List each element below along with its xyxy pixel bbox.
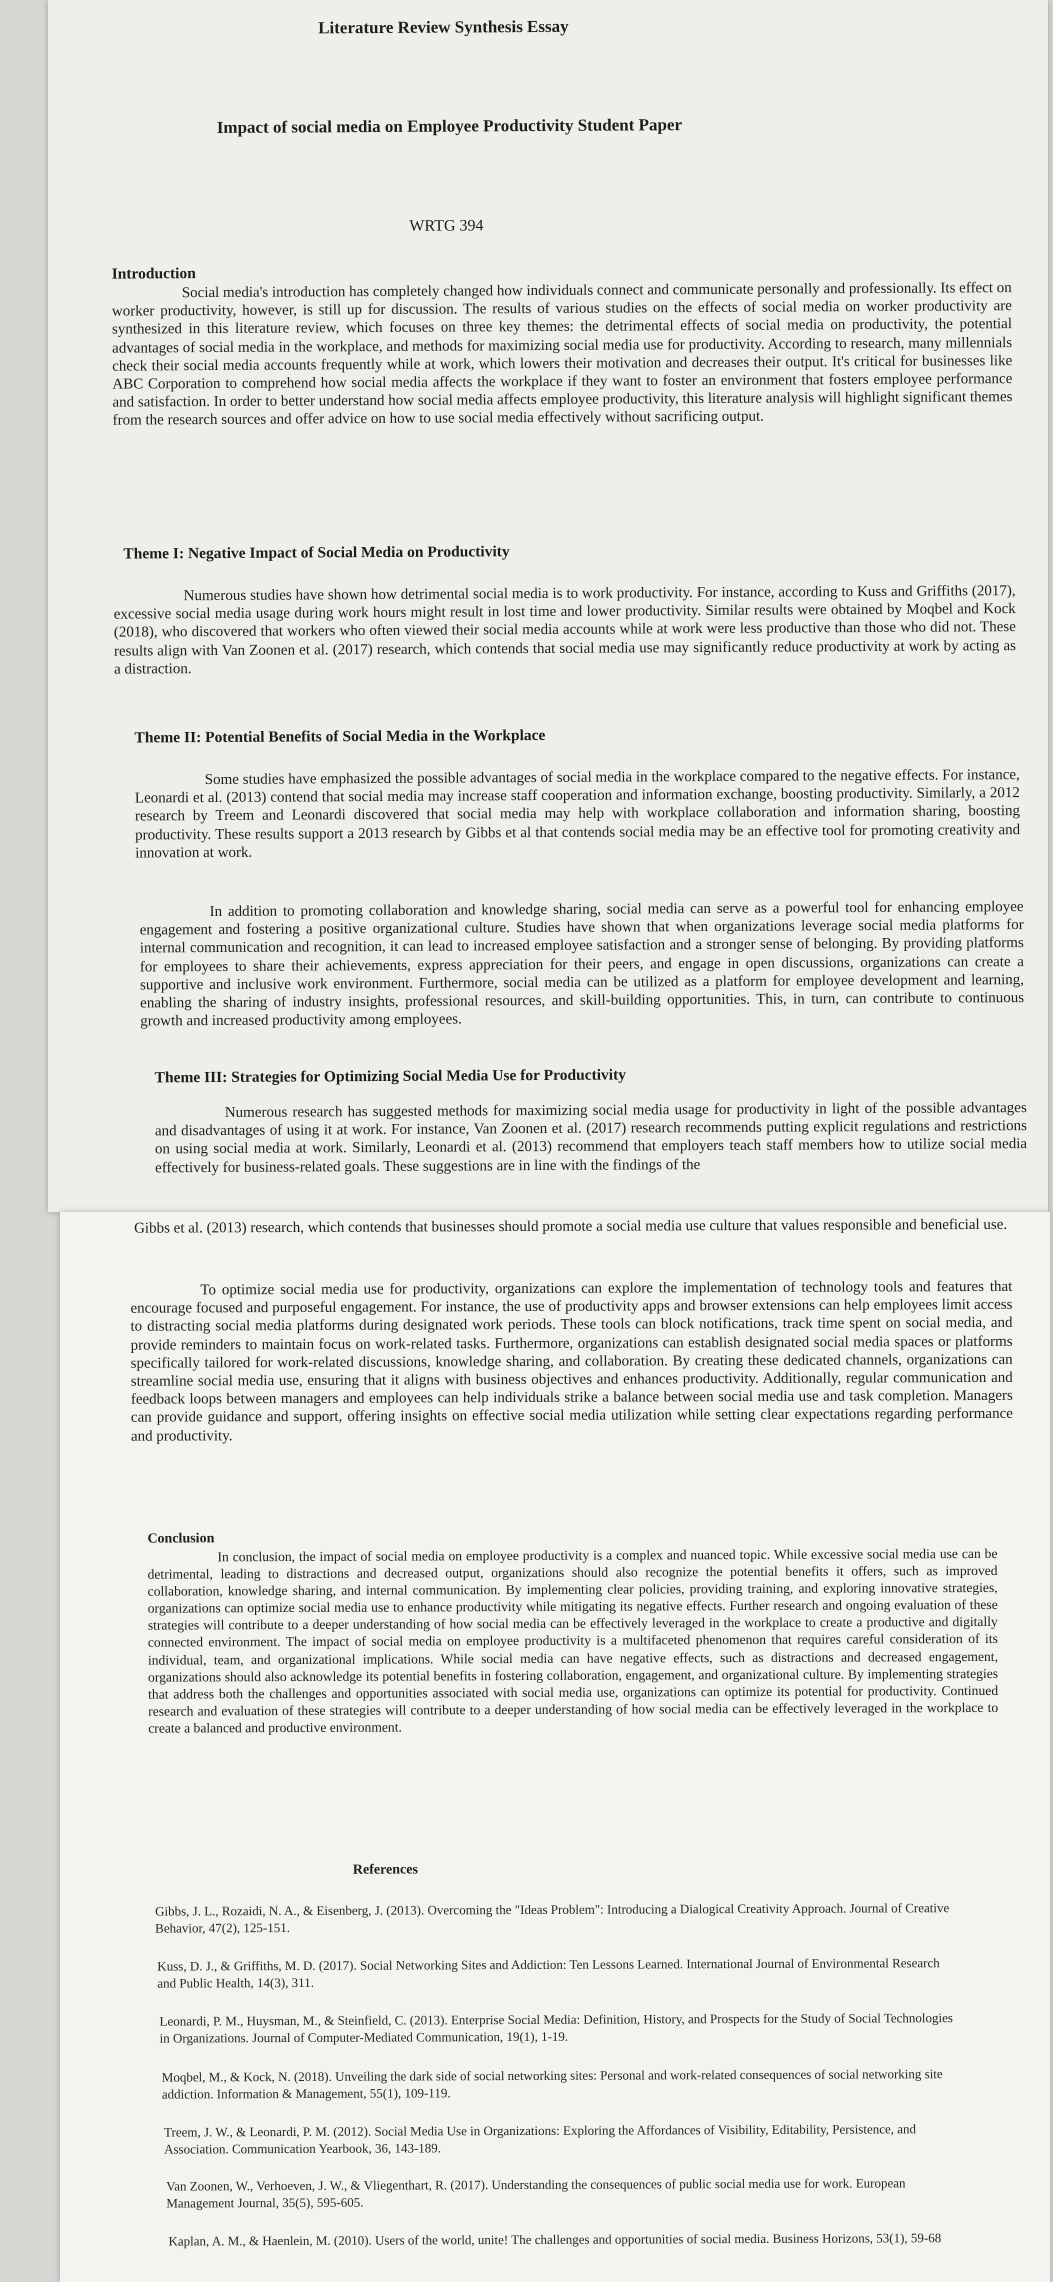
reference-item: Moqbel, M., & Kock, N. (2018). Unveiling the dark side of social networking sites: Personal and work-related consequences of social networking site addiction. Information & Management, 55(1), 109-119. bbox=[161, 2066, 943, 2102]
conclusion-paragraph: In conclusion, the impact of social media on employee productivity is a complex and nuanced topic. While excessive social media use can be detrimental, leading to distractions and decreased output, organizations should also recognize the potential benefits it offers, such as improved collaboration, knowledge sharing, and internal communication. By implementing clear policies, providing training, and exploring innovative strategies, organizations can optimize social media use to enhance productivity while mitigating its negative effects. Further research and ongoing evaluation of these strategies will contribute to a deeper understanding of how social media can be effectively leveraged in the workplace to create a productive and digitally connected environment. The impact of social media on employee productivity is a multifaceted phenomenon that requires careful consideration of its individual, team, and organizational implications. While social media can have negative effects, such as distractions and decreased engagement, organizations should also acknowledge its potential benefits in fostering collaboration, engagement, and organizational culture. By implementing strategies that address both the challenges and opportunities associated with social media use, organizations can optimize its potential for productivity. Continued research and evaluation of these strategies will contribute to a deeper understanding of how social media can be effectively leveraged in the workplace to create a balanced and productive environment. bbox=[147, 1545, 999, 1736]
conclusion-heading: Conclusion bbox=[147, 1531, 215, 1547]
theme3-paragraph-2: To optimize social media use for productivity, organizations can explore the implementation of technology tools and features that encourage focused and purposeful engagement. For instance, the use of productivity apps and browser extensions can help employees limit access to distracting social media platforms during designated work periods. These tools can block notifications, track time spent on social media, and provide reminders to maintain focus on work-related tasks. Furthermore, organizations can establish designated social media spaces or platforms specifically tailored for work-related discussions, knowledge sharing, and collaboration. By creating these dedicated channels, organizations can streamline social media use, ensuring that it aligns with business objectives and enhances productivity. Additionally, regular communication and feedback loops between managers and employees can help individuals strike a balance between social media use and task completion. Managers can provide guidance and support, offering insights on effective social media utilization while setting clear expectations regarding performance and productivity. bbox=[130, 1278, 1013, 1445]
document-subtitle: Impact of social media on Employee Productivity Student Paper bbox=[216, 115, 683, 137]
document-title: Literature Review Synthesis Essay bbox=[318, 16, 569, 38]
introduction-heading: Introduction bbox=[111, 265, 196, 283]
reference-item: Leonardi, P. M., Huysman, M., & Steinfield, C. (2013). Enterprise Social Media: Definition, History, and Prospects for the Study of Social Technologies in Organizations. Journal of Computer-Mediated Communication, 19(1), 1-19. bbox=[159, 2010, 953, 2046]
theme3-heading: Theme III: Strategies for Optimizing Social Media Use for Productivity bbox=[154, 1066, 627, 1087]
course-code: WRTG 394 bbox=[409, 217, 484, 235]
page-one bbox=[48, 0, 1048, 1212]
theme3-paragraph-1b: Gibbs et al. (2013) research, which contends that businesses should promote a social media use culture that values responsible and beneficial use. bbox=[134, 1216, 1008, 1237]
reference-item: Gibbs, J. L., Rozaidi, N. A., & Eisenberg, J. (2013). Overcoming the "Ideas Problem": Introducing a Dialogical Creativity Approach. Journal of Creative Behavior, 47(2), 125-151. bbox=[155, 1900, 950, 1936]
theme3-paragraph-1a: Numerous research has suggested methods for maximizing social media usage for productivity in light of the possible advantages and disadvantages of using it at work. For instance, Van Zoonen et al. (2017) research recommends putting explicit regulations and restrictions on using social media at work. Similarly, Leonardi et al. (2013) recommend that employers teach staff members how to utilize social media effectively for business-related goals. These suggestions are in line with the findings of the bbox=[154, 1100, 1028, 1176]
references-heading: References bbox=[352, 1862, 418, 1878]
page-two bbox=[60, 1212, 1050, 2282]
theme2-paragraph-1: Some studies have emphasized the possible advantages of social media in the workplace compared to the negative effects. For instance, Leonardi et al. (2013) contend that social media may increase staff cooperation and information exchange, boosting productivity. Similarly, a 2012 research by Treem and Leonardi discovered that social media may help with workplace collaboration and information sharing, boosting productivity. These results support a 2013 research by Gibbs et al that contends social media may be an effective tool for promoting creativity and innovation at work. bbox=[134, 767, 1021, 862]
theme1-heading: Theme I: Negative Impact of Social Media on Productivity bbox=[123, 543, 510, 563]
theme2-paragraph-2: In addition to promoting collaboration and knowledge sharing, social media can serve as a powerful tool for enhancing employee engagement and fostering a positive organizational culture. Studies have shown that when organizations leverage social media platforms for internal communication and recognition, it can lead to increased employee satisfaction and a stronger sense of belonging. By providing platforms for employees to share their achievements, express appreciation for their peers, and engage in open discussions, organizations can create a supportive and inclusive work environment. Furthermore, social media can be utilized as a platform for employee development and learning, enabling the sharing of industry insights, professional resources, and skill-building opportunities. This, in turn, can contribute to continuous growth and increased productivity among employees. bbox=[139, 899, 1025, 1030]
reference-item: Kuss, D. J., & Griffiths, M. D. (2017). Social Networking Sites and Addiction: Ten Lessons Learned. International Journal of Environmental Research and Public Health, 14(3), 311. bbox=[157, 1955, 940, 1991]
reference-item: Kaplan, A. M., & Haenlein, M. (2010). Users of the world, unite! The challenges and opportunities of social media. Business Horizons, 53(1), 59-68 bbox=[168, 2230, 942, 2249]
introduction-paragraph: Social media's introduction has completely changed how individuals connect and communicate personally and professionally. Its effect on worker productivity, however, is still up for discussion. The results of various studies on the effects of social media on worker productivity are synthesized in this literature review, which focuses on three key themes: the detrimental effects of social media on productivity, the potential advantages of social media in the workplace, and methods for maximizing social media use for productivity. According to research, many millennials check their social media accounts frequently while at work, which lowers their motivation and decreases their output. It's critical for businesses like ABC Corporation to comprehend how social media affects the workplace if they want to foster an environment that fosters employee performance and satisfaction. In order to better understand how social media affects employee productivity, this literature analysis will highlight significant themes from the research sources and offer advice on how to use social media effectively without sacrificing output. bbox=[111, 280, 1013, 430]
reference-item: Treem, J. W., & Leonardi, P. M. (2012). Social Media Use in Organizations: Exploring the Affordances of Visibility, Editability, Persistence, and Association. Communication Yearbook, 36, 143-189. bbox=[163, 2121, 917, 2157]
theme1-paragraph: Numerous studies have shown how detrimental social media is to work productivity. For instance, according to Kuss and Griffiths (2017), excessive social media usage during work hours might result in lost time and lower productivity. Similar results were obtained by Moqbel and Kock (2018), who discovered that workers who often viewed their social media accounts while at work were less productive than those who did not. These results align with Van Zoonen et al. (2017) research, which contends that social media use may significantly reduce productivity at work by acting as a distraction. bbox=[113, 583, 1017, 678]
reference-item: Van Zoonen, W., Verhoeven, J. W., & Vliegenthart, R. (2017). Understanding the consequences of public social media use for work. European Management Journal, 35(5), 595-605. bbox=[166, 2175, 906, 2211]
theme2-heading: Theme II: Potential Benefits of Social Media in the Workplace bbox=[134, 726, 546, 747]
